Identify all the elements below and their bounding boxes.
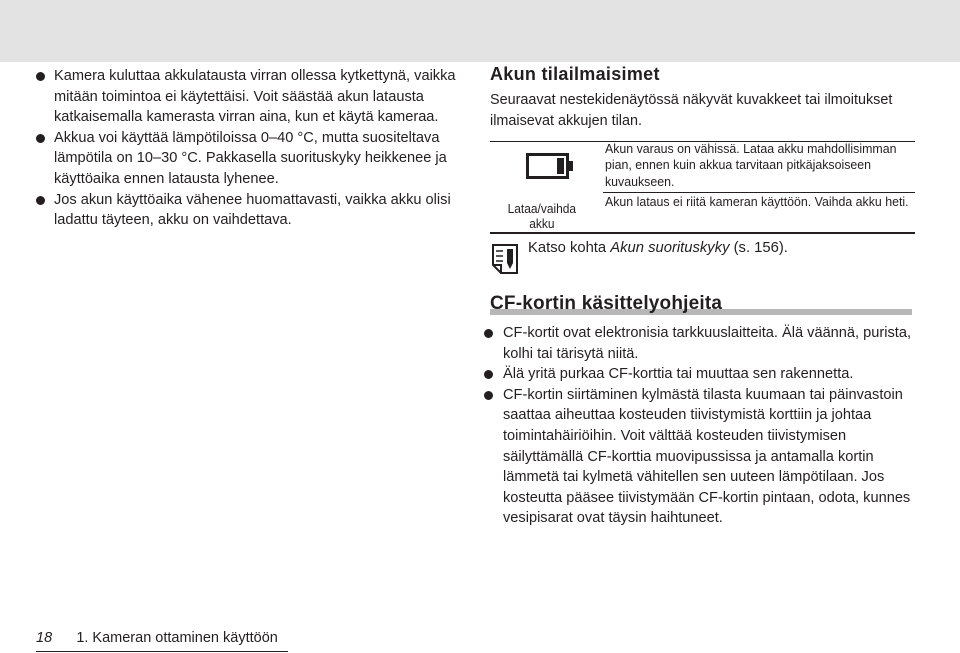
battery-status-intro: Seuraavat nestekidenäytössä näkyvät kuvakkeet tai ilmoitukset ilmaisevat akkujen tilan. xyxy=(490,92,893,129)
top-header-band xyxy=(0,0,960,62)
list-item xyxy=(503,323,923,364)
page-number: 18 xyxy=(36,630,53,646)
table-rule xyxy=(603,192,915,193)
note-text xyxy=(528,240,788,256)
note-prefix: Katso kohta xyxy=(528,240,611,256)
table-rule xyxy=(490,232,915,234)
battery-status-table xyxy=(490,141,915,233)
bullet-icon xyxy=(484,370,493,379)
bullet-text: Akkua voi käyttää lämpötiloissa 0–40 °C, mutta suositeltava lämpötila on 10–30 °C. Pakkasella suorituskyky heikkenee ja käyttöaika ennen latausta lyhenee. xyxy=(54,129,447,187)
list-item xyxy=(54,66,464,128)
bullet-text: Jos akun käyttöaika vähenee huomattavasti, vaikka akku olisi ladattu täyteen, akku on vaihdettava. xyxy=(54,191,451,229)
chapter-title: 1. Kameran ottaminen käyttöön xyxy=(76,630,278,646)
cf-bullet-list xyxy=(503,323,923,529)
bullet-icon xyxy=(36,196,45,205)
status-row-low: Akun varaus on vähissä. Lataa akku mahdollisimman pian, ennen kuin akkua tarvitaan pitkäjaksoiseen kuvaukseen. xyxy=(605,141,897,189)
battery-status-label: Lataa/vaihda akku xyxy=(507,201,577,231)
battery-status-heading: Akun tilailmaisimet xyxy=(490,64,660,84)
list-item xyxy=(54,190,464,231)
list-item xyxy=(503,364,923,385)
bullet-icon xyxy=(36,134,45,143)
list-item xyxy=(503,385,923,529)
bullet-icon xyxy=(36,72,45,81)
bullet-text: Älä yritä purkaa CF-korttia tai muuttaa sen rakennetta. xyxy=(503,366,854,383)
bullet-text: Kamera kuluttaa akkulatausta virran ollessa kytkettynä, vaikka mitään toimintoa ei käytettäisi. Voit säästää akun latausta katkaisemalla kamerasta virran aina, kun et käytä kameraa. xyxy=(54,68,456,126)
note-link[interactable]: Akun suorituskyky xyxy=(610,240,730,256)
footer-rule xyxy=(36,651,288,652)
status-row-empty: Akun lataus ei riitä kameran käyttöön. Vaihda akku heti. xyxy=(605,194,909,209)
note-suffix: (s. 156). xyxy=(729,240,788,256)
cf-card-heading: CF-kortin käsittelyohjeita xyxy=(490,293,723,314)
bullet-icon xyxy=(484,329,493,338)
list-item xyxy=(54,128,464,190)
left-bullet-list xyxy=(54,66,464,231)
bullet-icon xyxy=(484,391,493,400)
note-icon xyxy=(491,243,519,277)
low-battery-icon xyxy=(526,153,574,179)
bullet-text: CF-kortin siirtäminen kylmästä tilasta kuumaan tai päinvastoin saattaa aiheuttaa kosteuden tiivistymistä korttiin ja johtaa toimintahäiriöihin. Voit välttää kosteuden tiivistymisen säilyttämällä CF-korttia muovipussissa ja antamalla kortin lämmetä tai kylmetä vähitellen sen uuteen lämpötilaan. Jos kosteutta pääsee tiivistymään CF-kortin pintaan, odota, kunnes vesipisarat ovat täysin haihtuneet. xyxy=(503,386,911,527)
page-footer xyxy=(36,630,278,646)
bullet-text: CF-kortit ovat elektronisia tarkkuuslaitteita. Älä väännä, purista, kolhi tai tärisytä niitä. xyxy=(503,325,911,362)
